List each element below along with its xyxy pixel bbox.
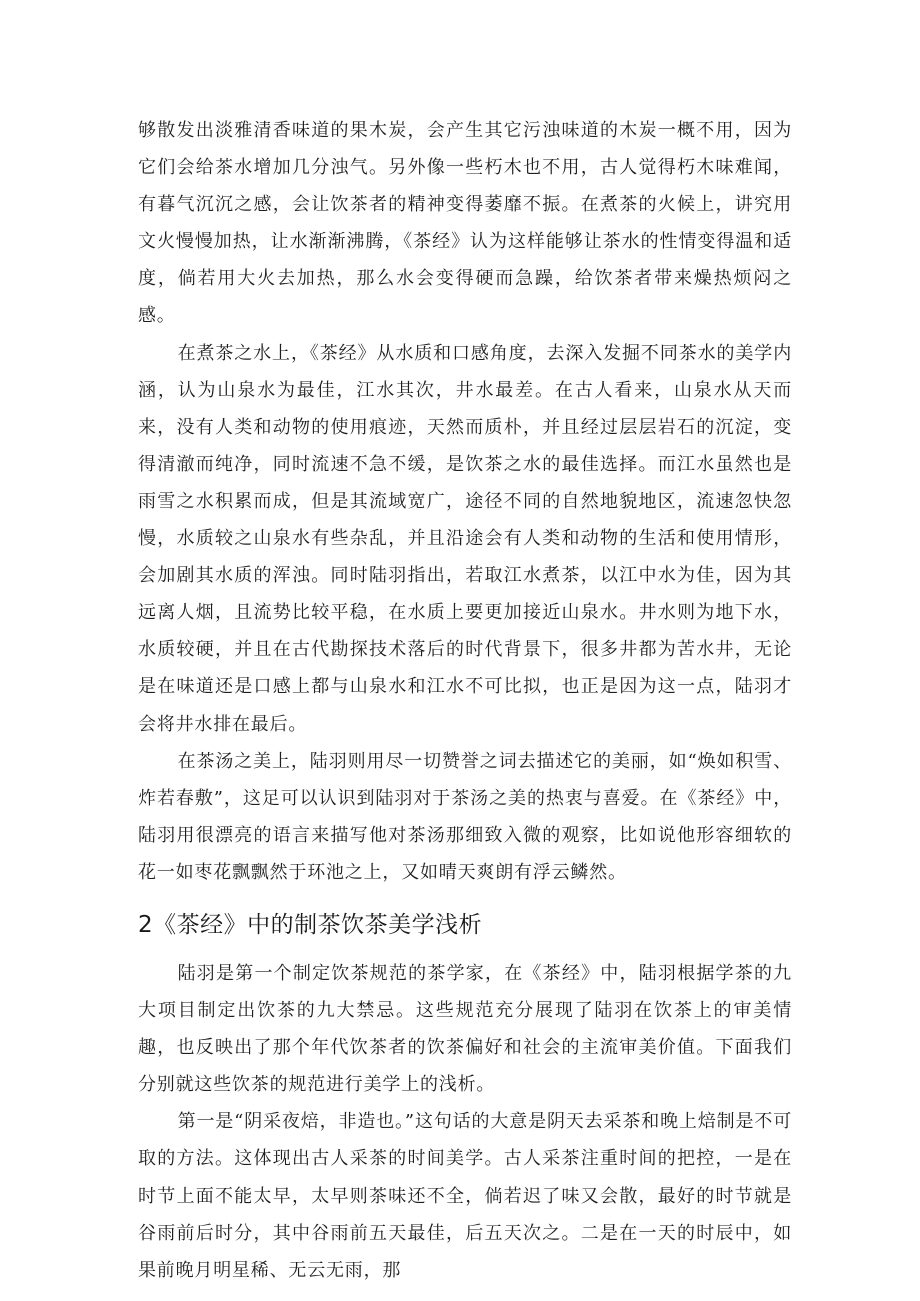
paragraph-first-taboo: 第一是“阴采夜焙，非造也。”这句话的大意是阴天去采茶和晚上焙制是不可取的方法。这体现出古人采茶的时间美学。古人采茶注重时间的把控，一是在时节上面不能太早，太早则茶味还不全，倘若迟了味又会散，最好的时节就是谷雨前后时分，其中谷雨前五天最佳，后五天次之。二是在一天的时辰中，如果前晚月明星稀、无云无雨，那 bbox=[138, 1111, 792, 1281]
paragraph-tea-soup-beauty: 在茶汤之美上，陆羽则用尽一切赞誉之词去描述它的美丽，如“焕如积雪、炸若春敷”，这足可以认识到陆羽对于茶汤之美的热衷与喜爱。在《茶经》中，陆羽用很漂亮的语言来描写他对茶汤那细致入微的观察，比如说他形容细软的花一如枣花飘飘然于环池之上，又如晴天爽朗有浮云鳞然。 bbox=[138, 750, 792, 883]
section-heading: 2《茶经》中的制茶饮茶美学浅析 bbox=[138, 911, 483, 938]
paragraph-water-quality: 在煮茶之水上，《茶经》从水质和口感角度，去深入发掘不同茶水的美学内涵，认为山泉水为最佳，江水其次，井水最差。在古人看来，山泉水从天而来，没有人类和动物的使用痕迹，天然而质朴，并且经过层层岩石的沉淀，变得清澈而纯净，同时流速不急不缓，是饮茶之水的最佳选择。而江水虽然也是雨雪之水积累而成，但是其流域宽广，途径不同的自然地貌地区，流速忽快忽慢，水质较之山泉水有些杂乱，并且沿途会有人类和动物的生活和使用情形，会加剧其水质的浑浊。同时陆羽指出，若取江水煮茶，以江中水为佳，因为其远离人烟，且流势比较平稳，在水质上要更加接近山泉水。井水则为地下水，水质较硬，并且在古代勘探技术落后的时代背景下，很多井都为苦水井，无论是在味道还是口感上都与山泉水和江水不可比拟，也正是因为这一点，陆羽才会将井水排在最后。 bbox=[138, 342, 792, 735]
paragraph-drinking-norms: 陆羽是第一个制定饮茶规范的茶学家，在《茶经》中，陆羽根据学茶的九大项目制定出饮茶的九大禁忌。这些规范充分展现了陆羽在饮茶上的审美情趣，也反映出了那个年代饮茶者的饮茶偏好和社会的主流审美价值。下面我们分别就这些饮茶的规范进行美学上的浅析。 bbox=[138, 962, 792, 1096]
paragraph-charcoal-fire: 够散发出淡雅清香味道的果木炭，会产生其它污浊味道的木炭一概不用，因为它们会给茶水增加几分浊气。另外像一些朽木也不用，古人觉得朽木味难闻，有暮气沉沉之感，会让饮茶者的精神变得萎靡不振。在煮茶的火候上，讲究用文火慢慢加热，让水渐渐沸腾，《茶经》认为这样能够让茶水的性情变得温和适度，倘若用大火去加热，那么水会变得硬而急躁，给饮茶者带来燥热烦闷之感。 bbox=[138, 120, 792, 327]
document-body bbox=[138, 112, 792, 1289]
